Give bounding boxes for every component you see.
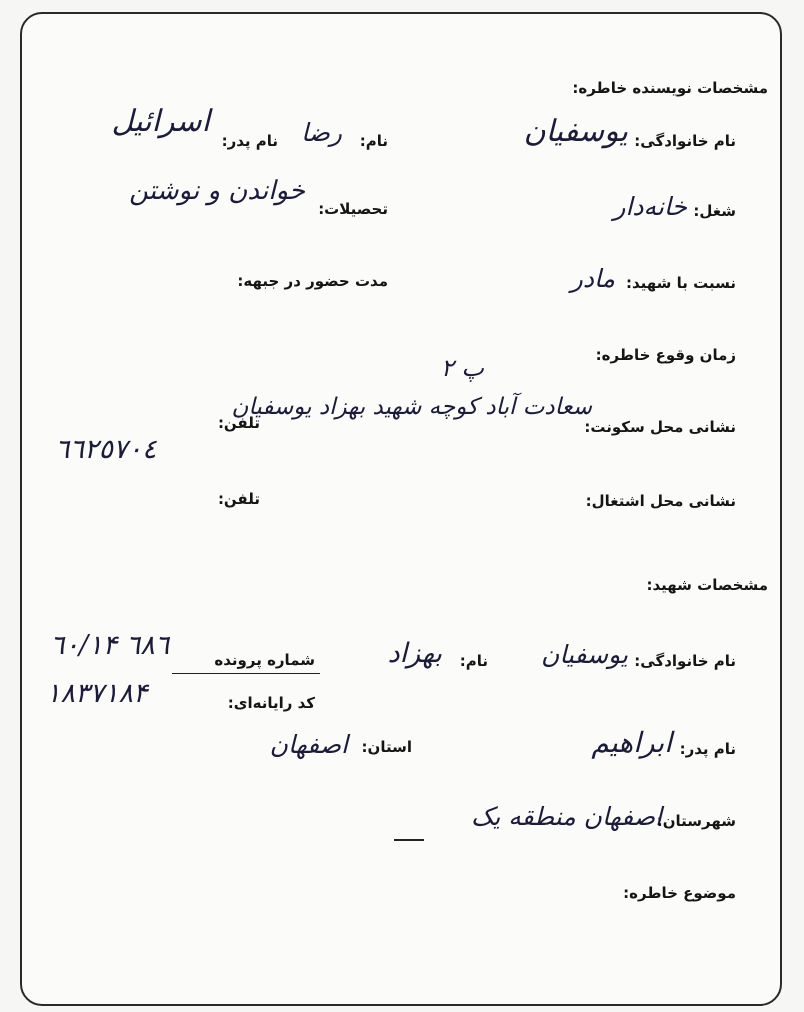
martyr-name-label: نام: [459, 652, 488, 670]
writer-family-value: یوسفیان [523, 114, 628, 149]
writer-job-value: خانه‌دار [613, 192, 687, 221]
memoir-time-label: زمان وقوع خاطره: [595, 346, 736, 364]
home-address-label: نشانی محل سکونت: [584, 418, 736, 436]
writer-job-label: شغل: [693, 202, 736, 220]
martyr-father-value: ابراهیم [591, 726, 672, 759]
writer-family-label: نام خانوادگی: [634, 132, 736, 150]
city-stroke [394, 839, 424, 841]
province-value: اصفهان [269, 730, 348, 759]
file-number-value: ٦٠/۱۴ ٦٨٦ [50, 630, 170, 661]
computer-code-label: کد رایانه‌ای: [227, 694, 315, 712]
writer-education-value: خواندن و نوشتن [129, 176, 305, 206]
martyr-name-value: بهزاد [387, 638, 442, 669]
front-duration-label: مدت حضور در جبهه: [237, 272, 388, 290]
martyr-father-label: نام پدر: [679, 740, 736, 758]
writer-education-label: تحصیلات: [318, 200, 388, 218]
work-address-label: نشانی محل اشتغال: [585, 492, 736, 510]
writer-relation-label: نسبت با شهید: [625, 274, 736, 292]
memoir-topic-label: موضوع خاطره: [623, 884, 736, 902]
province-label: استان: [361, 738, 412, 756]
writer-relation-value: مادر [570, 264, 615, 293]
memoir-form [20, 12, 782, 1006]
writer-name-value: رضا [301, 118, 342, 147]
city-value: اصفهان منطقه یک [470, 802, 662, 831]
city-label: شهرستان: [656, 812, 736, 830]
writer-section-heading: مشخصات نویسنده خاطره: [572, 79, 768, 97]
file-number-label: شماره پرونده [214, 651, 315, 669]
martyr-section-heading: مشخصات شهید: [646, 576, 768, 594]
writer-name-label: نام: [359, 132, 388, 150]
home-address-value: سعادت آباد کوچه شهید بهزاد یوسفیان [231, 394, 592, 420]
home-phone-value: ٦٦٢٥٧٠٤ [55, 434, 157, 465]
martyr-family-value: یوسفیان [541, 640, 628, 669]
home-address-value-line2: پ ۲ [440, 354, 484, 382]
computer-code-value: ۱۸۳۷۱۸۴ [46, 678, 148, 709]
file-number-underline [172, 673, 320, 674]
home-phone-label: تلفن: [217, 414, 260, 432]
martyr-family-label: نام خانوادگی: [634, 652, 736, 670]
writer-father-value: اسرائیل [111, 104, 210, 139]
work-phone-label: تلفن: [217, 490, 260, 508]
writer-father-label: نام پدر: [221, 132, 278, 150]
